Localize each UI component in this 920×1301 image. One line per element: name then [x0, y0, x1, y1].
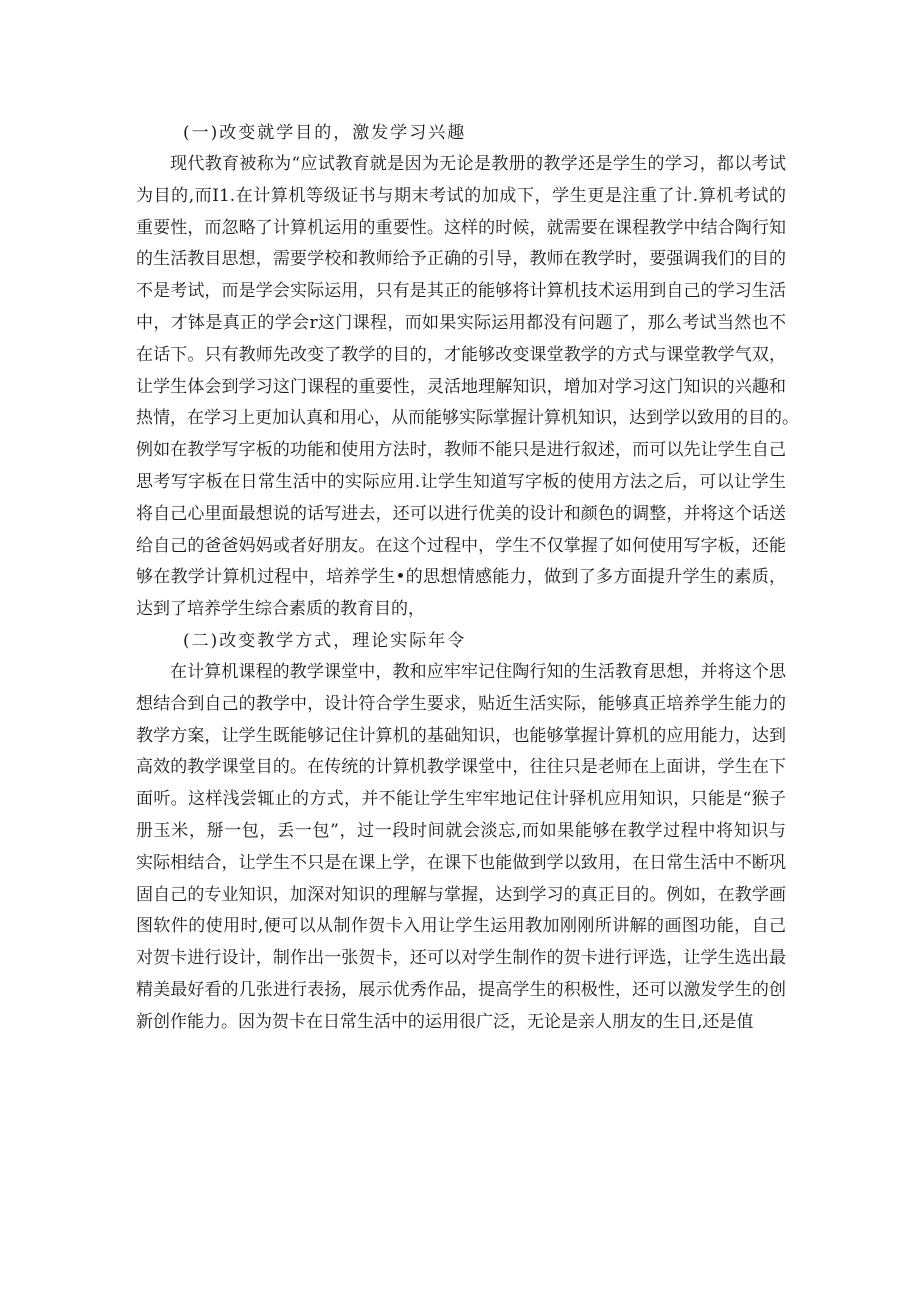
section-2-paragraph — [136, 657, 786, 1039]
paragraph-line: 册玉米，掰一包，丢一包”，过一段时间就会淡忘,而如果能够在教学过程中将知识与 — [136, 820, 786, 841]
paragraph-line: 现代教育被称为“应试教育就是因为无论是教册的教学还是学生的学习，都以考试 — [170, 154, 786, 174]
paragraph-line: 面听。这样浅尝辄止的方式，并不能让学生牢牢地记住计驿机应用知识，只能是“猴子 — [136, 789, 786, 810]
paragraph-line: 图软件的使用时,便可以从制作贺卡入用让学生运用教加刚刚所讲解的画图功能，自己 — [136, 916, 786, 937]
paragraph-line: 够在教学计算机过程中，培养学生•的思想情感能力，做到了多方面提升学生的素质， — [136, 567, 786, 588]
document-body — [136, 118, 799, 1039]
paragraph-line: 对贺卡进行设计，制作出一张贺卡，还可以对学生制作的贺卡进行评选，让学生选出最 — [136, 948, 786, 969]
paragraph-line: 达到了培养学生综合素质的教育目的， — [136, 599, 425, 620]
paragraph-line: 在话下。只有教师先改变了教学的目的，才能够改变课堂教学的方式与课堂教学气双， — [136, 344, 786, 365]
paragraph-line: 想结合到自己的教学中，设计符合学生要求，贴近生活实际，能够真正培养学生能力的 — [136, 693, 786, 714]
paragraph-line: 高效的教学课堂目的。在传统的计算机教学课堂中，往往只是老师在上面讲，学生在下 — [136, 757, 786, 778]
paragraph-line: 为目的,而I1.在计算机等级证书与期末考试的加成下，学生更是注重了计.算机考试的 — [136, 185, 786, 206]
paragraph-line: 让学生体会到学习这门课程的重要性，灵活地理解知识，增加对学习这门知识的兴趣和 — [136, 376, 786, 397]
paragraph-line: 例如在教学写字板的功能和使用方法时，教师不能只是进行叙述，而可以先让学生自己 — [136, 440, 786, 461]
paragraph-line: 不是考试，而是学会实际运用，只有是其正的能够将计算机技术运用到自己的学习生活 — [136, 281, 786, 302]
paragraph-line: 教学方案，让学生既能够记住计算机的基础知识，也能够掌握计算机的应用能力，达到 — [136, 725, 786, 746]
section-heading-1: (一)改变就学目的，激发学习兴趣 — [183, 123, 467, 143]
paragraph-line: 热情，在学习上更加认真和用心，从而能够实际掌握计算机知识，达到学以致用的目的。 — [136, 408, 799, 429]
paragraph-line: 在计算机课程的教学课堂中，教和应牢牢记住陶行知的生活教育思想，并将这个思 — [170, 661, 786, 682]
paragraph-line: 的生活教目思想，需要学校和教师给予正确的引导，教师在教学时，要强调我们的目的 — [136, 249, 786, 270]
section-heading-2: (二)改变教学方式，理论实际年令 — [183, 630, 467, 651]
paragraph-line: 中，才钵是真正的学会r这门课程，而如果实际运用都没有问题了，那么考试当然也不 — [136, 312, 786, 333]
section-1-paragraph — [136, 149, 799, 626]
paragraph-line: 重要性，而忽略了计算机运用的重要性。这样的时候，就需要在课程教学中结合陶行知 — [136, 217, 786, 238]
paragraph-line: 实际相结合，让学生不只是在课上学，在课下也能做到学以致用，在日常生活中不断巩 — [136, 852, 786, 873]
paragraph-line: 精美最好看的几张进行表扬，展示优秀作品，提高学生的积极性，还可以激发学生的创 — [136, 979, 786, 1000]
paragraph-line: 固自己的专业知识，加深对知识的理解与掌握，达到学习的真正目的。例如，在教学画 — [136, 884, 786, 905]
paragraph-line: 将自己心里面最想说的话写进去，还可以进行优美的设计和颜色的调整，并将这个话送 — [136, 503, 786, 524]
paragraph-line: 给自己的爸爸妈妈或者好朋友。在这个过程中，学生不仅掌握了如何使用写字板，还能 — [136, 535, 786, 556]
paragraph-line: 思考写字板在日常生活中的实际应用.让学生知道写字板的使用方法之后，可以让学生 — [136, 471, 786, 492]
paragraph-line: 新创作能力。因为贺卡在日常生活中的运用很广泛，无论是亲人朋友的生日,还是值 — [136, 1011, 754, 1032]
